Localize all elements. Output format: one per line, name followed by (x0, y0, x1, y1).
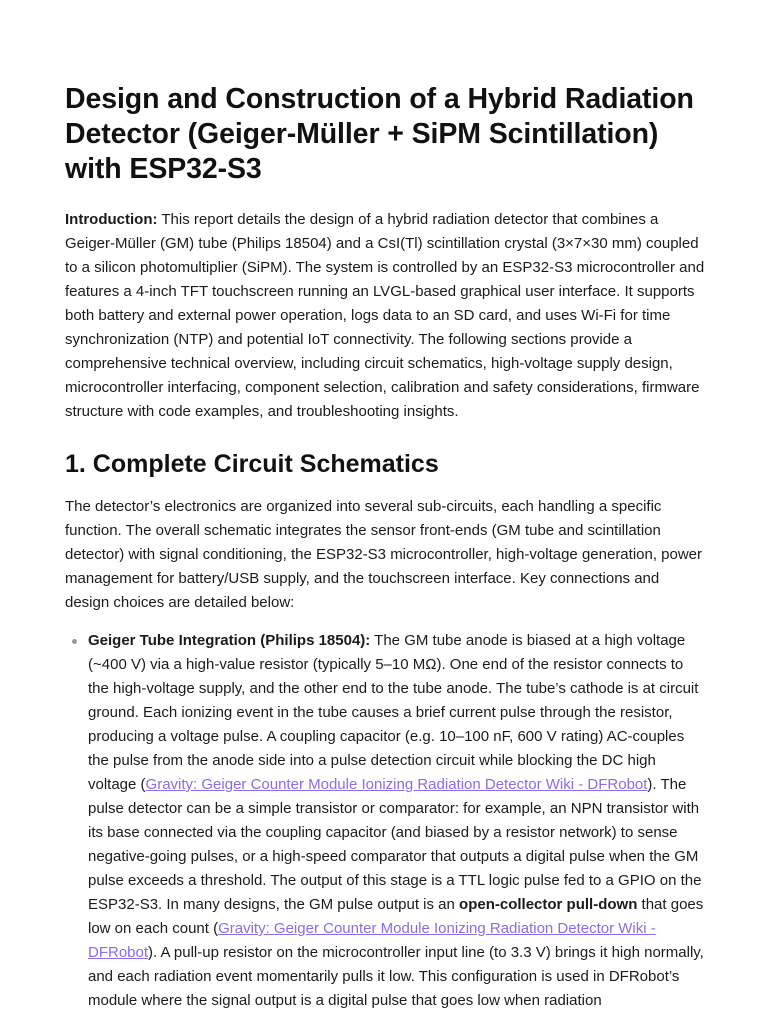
intro-text: This report details the design of a hybrid radiation detector that combines a Geiger-Müller (GM) tube (Philips 18504) and a CsI(Tl) scintillation crystal (3×7×30 mm) coupled to a silicon photomultiplier (SiPM). The system is controlled by an ESP32-S3 microcontroller and features a 4-inch TFT touchscreen running an LVGL-based graphical user interface. It supports both battery and external power operation, logs data to an SD card, and uses Wi-Fi for time synchronization (NTP) and potential IoT connectivity. The following sections provide a comprehensive technical overview, including circuit schematics, high-voltage supply design, microcontroller interfacing, component selection, calibration and safety considerations, firmware structure with code examples, and troubleshooting insights. (65, 211, 705, 420)
bullet-text: ). A pull-up resistor on the microcontroller input line (to 3.3 V) brings it high normally, and each radiation event momentarily pulls it low. This configuration is used in DFRobot’s module where the signal output is a digital pulse that goes low when radiation (88, 944, 704, 1009)
bullet-bold-text: open-collector pull-down (459, 896, 638, 913)
bullet-label: Geiger Tube Integration (Philips 18504): (88, 632, 371, 649)
section-paragraph: The detector’s electronics are organized into several sub-circuits, each handling a specific function. The overall schematic integrates the sensor front-ends (GM tube and scintillation detector) with signal conditioning, the ESP32-S3 microcontroller, high-voltage generation, power management for battery/USB supply, and the touchscreen interface. Key connections and design choices are detailed below: (65, 498, 703, 611)
citation-link-dfrobot[interactable]: Gravity: Geiger Counter Module Ionizing Radiation Detector Wiki - DFRobot (145, 776, 648, 793)
section-bullet-list (65, 629, 707, 1013)
bullet-text: The GM tube anode is biased at a high voltage (~400 V) via a high-value resistor (typically 5–10 MΩ). One end of the resistor connects to the high-voltage supply, and the other end to the tube anode. The tube’s cathode is at circuit ground. Each ionizing event in the tube causes a brief current pulse through the resistor, producing a voltage pulse. A coupling capacitor (e.g. 10–100 nF, 600 V rating) AC-couples the pulse from the anode side into a pulse detection circuit while blocking the DC high voltage ( (88, 632, 699, 793)
bullet-text: that goes low on each count ( (88, 896, 704, 937)
intro-paragraph (65, 208, 707, 424)
bullet-dot-icon (72, 639, 77, 644)
intro-label: Introduction: (65, 211, 158, 228)
page-title: Design and Construction of a Hybrid Radiation Detector (Geiger-Müller + SiPM Scintillation) with ESP32-S3 (65, 83, 694, 185)
citation-link-dfrobot[interactable]: Gravity: Geiger Counter Module Ionizing Radiation Detector Wiki - DFRobot (88, 920, 656, 961)
section-heading: 1. Complete Circuit Schematics (65, 450, 439, 478)
document-content (65, 82, 707, 1013)
bullet-text: ). The pulse detector can be a simple transistor or comparator: for example, an NPN transistor with its base connected via the coupling capacitor (and biased by a resistor network) to sense negative-going pulses, or a high-speed comparator that outputs a digital pulse when the GM pulse exceeds a threshold. The output of this stage is a TTL logic pulse fed to a GPIO on the ESP32-S3. In many designs, the GM pulse output is an (88, 776, 702, 913)
list-item-geiger-tube (88, 629, 707, 1013)
